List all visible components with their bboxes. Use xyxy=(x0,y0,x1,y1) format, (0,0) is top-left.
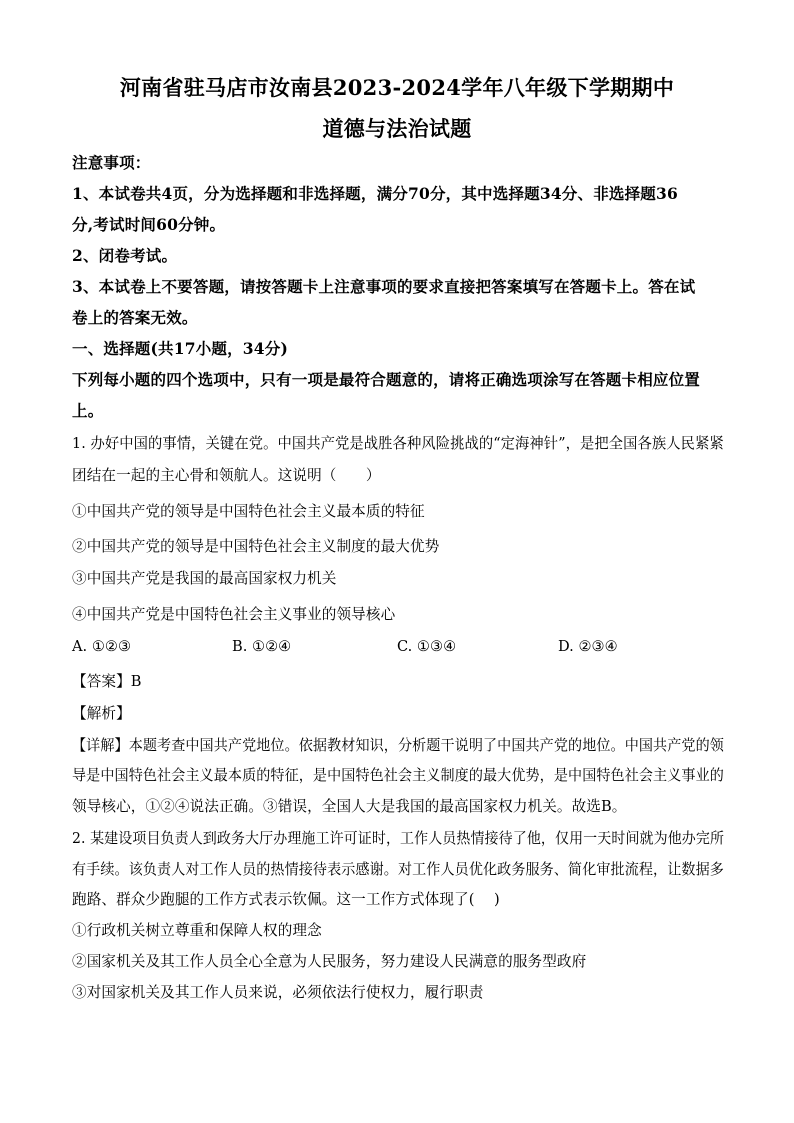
section-instruction-line1: 下列每小题的四个选项中，只有一项是最符合题意的，请将正确选项涂写在答题卡相应位置 xyxy=(72,370,701,389)
question-2-stem-line3: 跑路、群众少跑腿的工作方式表示钦佩。这一工作方式体现了( ) xyxy=(72,891,500,908)
question-1-statement-4: ④中国共产党是中国特色社会主义事业的领导核心 xyxy=(72,606,396,623)
question-1-statement-1: ①中国共产党的领导是中国特色社会主义最本质的特征 xyxy=(72,503,425,520)
notice-item-3-line1: 3、本试卷上不要答题，请按答题卡上注意事项的要求直接把答案填写在答题卡上。答在试 xyxy=(72,277,696,296)
question-1-option-a: A. ①②③ xyxy=(72,638,132,655)
question-1-statement-3: ③中国共产党是我国的最高国家权力机关 xyxy=(72,570,337,587)
question-1-option-c: C. ①③④ xyxy=(397,638,457,655)
notice-item-2: 2、闭卷考试。 xyxy=(72,246,178,265)
question-1-option-d: D. ②③④ xyxy=(558,638,618,655)
question-1-statement-2: ②中国共产党的领导是中国特色社会主义制度的最大优势 xyxy=(72,538,440,555)
question-2-stem-line2: 有手续。该负责人对工作人员的热情接待表示感谢。对工作人员优化政务服务、简化审批流程，让数据多 xyxy=(72,861,724,878)
question-1-stem-line2: 团结在一起的主心骨和领航人。这说明（ ） xyxy=(72,467,381,484)
question-1-detail-line1: 【详解】本题考查中国共产党地位。依据教材知识，分析题干说明了中国共产党的地位。中国共产党的领 xyxy=(72,737,724,754)
notice-item-1-line1: 1、本试卷共4页，分为选择题和非选择题，满分70分，其中选择题34分、非选择题36 xyxy=(72,184,678,203)
section-heading: 一、选择题(共17小题，34分) xyxy=(72,339,289,358)
notice-item-3-line2: 卷上的答案无效。 xyxy=(72,308,198,327)
question-1-stem-line1: 1. 办好中国的事情，关键在党。中国共产党是战胜各种风险挑战的“定海神针”，是把全国各族人民紧紧 xyxy=(72,435,724,452)
question-1-answer: 【答案】B xyxy=(72,673,142,690)
question-1-detail-line2: 导是中国特色社会主义最本质的特征，是中国特色社会主义制度的最大优势，是中国特色社会主义事业的 xyxy=(72,767,724,784)
notice-item-1-line2: 分,考试时间60分钟。 xyxy=(72,215,226,234)
notice-heading: 注意事项： xyxy=(72,153,151,172)
question-2-statement-1: ①行政机关树立尊重和保障人权的理念 xyxy=(72,922,322,939)
question-1-detail-line3: 领导核心，①②④说法正确。③错误，全国人大是我国的最高国家权力机关。故选B。 xyxy=(72,798,627,815)
question-2-stem-line1: 2. 某建设项目负责人到政务大厅办理施工许可证时，工作人员热情接待了他，仅用一天时间就为他办完所 xyxy=(72,830,725,847)
question-1-option-b: B. ①②④ xyxy=(232,638,292,655)
question-2-statement-3: ③对国家机关及其工作人员来说，必须依法行使权力，履行职责 xyxy=(72,984,484,1001)
exam-title-line1: 河南省驻马店市汝南县2023-2024学年八年级下学期期中 xyxy=(119,75,675,100)
question-2-statement-2: ②国家机关及其工作人员全心全意为人民服务，努力建设人民满意的服务型政府 xyxy=(72,953,587,970)
question-1-analysis-label: 【解析】 xyxy=(72,705,131,722)
exam-title-line2: 道德与法治试题 xyxy=(322,116,472,141)
section-instruction-line2: 上。 xyxy=(72,401,104,420)
